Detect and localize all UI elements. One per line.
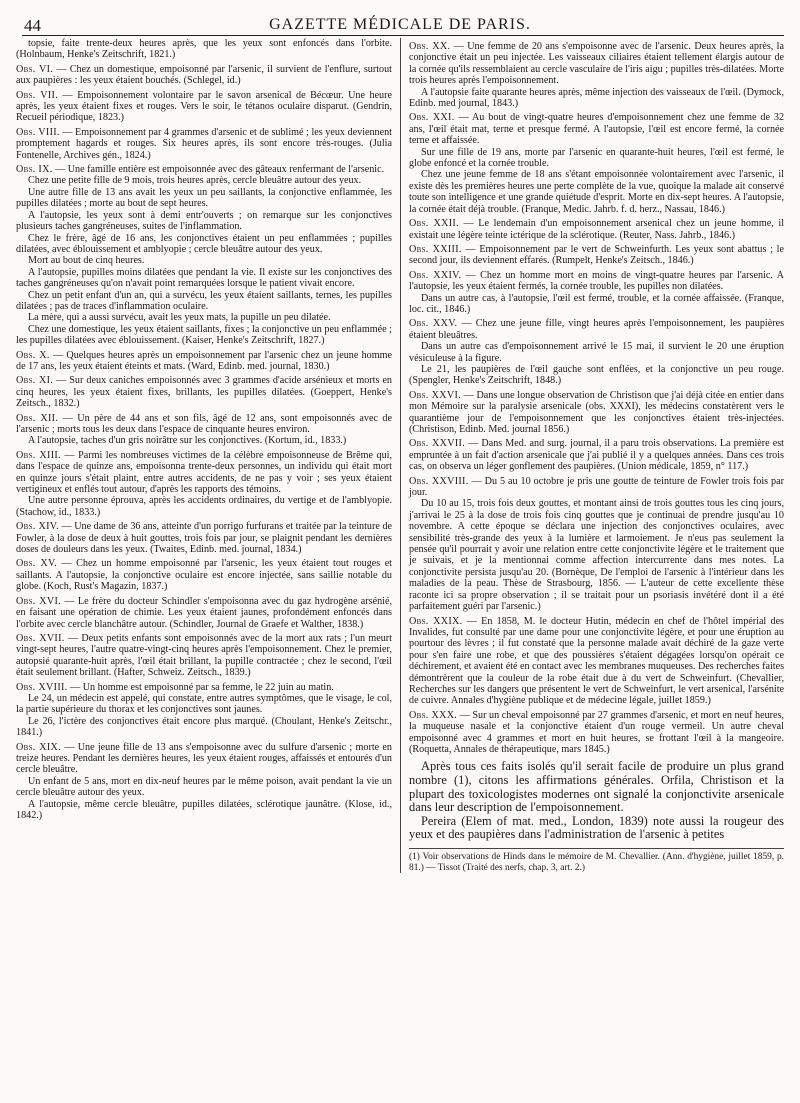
page-header [16,10,784,36]
text-paragraph [409,147,784,170]
text-paragraph [409,169,784,215]
observation-paragraph [16,596,392,630]
observation-label: Obs. XIII. [16,449,61,461]
paragraph-text: — Une jeune fille de 13 ans s'empoisonne avec du sulfure d'arsenic ; morte en treize heures. Pendant les dernières heures, les yeux étaient rouges, affaissés et entourés d'un cercle bleuâtre. [16,741,392,776]
footnote-rule [409,848,784,849]
text-paragraph [16,435,392,446]
paragraph-text: — Un homme est empoisonné par sa femme, le 22 juin au matin. [67,681,334,693]
paragraph-text: Chez une jeune femme de 18 ans s'étant empoisonnée volontairement avec l'arsenic, il existe dès les premières heures une perte complète de la vue, quoique la malade ait conservé toute son intelligence et une grande quiétude d'esprit. Morte en dix-sept heures. A l'autopsie, la cornée était déjà trouble. (Franque, Medic. Jahrb. f. d. herz., Nassau, 1846.) [409,169,784,215]
observation-label: Obs. XII. [16,412,59,424]
paragraph-text: Chez un petit enfant d'un an, qui a survécu, les yeux étaient saillants, ternes, les pupilles dilatées ; pas de traces d'inflammation oculaire. [16,289,392,312]
observation-label: Obs. XXVII. [409,438,466,450]
paragraph-text: A l'autopsie faite quarante heures après, même injection des vaisseaux de l'œil. (Dymock, Edinb. med journal, 1843.) [409,86,784,110]
observation-paragraph [16,558,392,592]
observation-paragraph [16,350,392,373]
observation-label: Obs. XXIX. [409,615,463,627]
footnote: (1) Voir observations de Hinds dans le mémoire de M. Chevallier. (Ann. d'hygiène, juillet 1859, p. 81.) — Tissot (Traité des nerfs, chap. 3, art. 2.) [409,851,784,873]
observation-paragraph [409,218,784,241]
observation-paragraph [409,390,784,436]
text-paragraph [16,312,392,323]
text-paragraph [16,233,392,256]
page-number: 44 [24,16,41,35]
observation-paragraph [409,616,784,707]
paragraph-text: — Chez une jeune fille, vingt heures après l'empoisonnement, les paupières étaient bleuâtres. [409,318,785,341]
paragraph-text: La mère, qui a aussi survécu, avait les yeux mats, la pupille un peu dilatée. [28,312,331,324]
observation-paragraph [16,64,392,87]
paragraph-text: Le 26, l'ictère des conjonctives était encore plus marqué. (Choulant, Henke's Zeitschr., 1841.) [16,715,392,739]
observation-label: Obs. XVIII. [16,681,68,693]
paragraph-text: — Sur un cheval empoisonné par 27 grammes d'arsenic, et mort en neuf heures, la muqueuse nasale et la conjonctive étaient d'un rouge vermeil. Un autre cheval empoisonné avec 4 grammes et mort en huit heures, se frottant l'œil à la mangeoire. (Roquetta, Annales de thérapeutique, mars 1845.) [409,709,784,755]
observation-paragraph [16,742,392,776]
paragraph-text: Le 24, un médecin est appelé, qui constate, entre autres symptômes, que le visage, le col, la partie supérieure du thorax et les conjonctives sont jaunes. [16,692,392,716]
observation-paragraph [16,521,392,555]
right-observations [409,41,784,755]
paragraph-text: — Un père de 44 ans et son fils, âgé de 12 ans, sont empoisonnés avec de l'arsenic ; morts tous les deux dans l'espace de cinquante heures environ. [16,412,392,435]
text-paragraph [16,267,392,290]
paragraph-text: — Deux petits enfants sont empoisonnés avec de la mort aux rats ; l'un meurt vingt-sept heures, l'autre quatre-vingt-cinq heures après l'empoisonnement. Chez le premier, autopsié quarante-huit après, l'œil était brillant, la pupille contractée ; chez le second, l'œil était seulement brillant. (Hafter, Schweiz. Zeitsch., 1839.) [16,632,392,679]
observation-label: Obs. XXI. [409,112,455,124]
text-paragraph [16,210,392,233]
observation-paragraph [16,127,392,161]
text-paragraph [16,175,392,186]
observation-label: Obs. XV. [16,558,58,570]
paragraph-text: — Une famille entière est empoisonnée avec des gâteaux renfermant de l'arsenic. [52,164,385,176]
observation-label: Obs. XXVI. [409,389,461,401]
paragraph-text: — Dans Med. and surg. journal, il a paru trois observations. La première est empruntée à un fait d'action arsenicale que j'ai publié il y a quelques années. Dans ces trois cas, on observa un léger gonflement des paupières. (Union médicale, 1859, n° 117.) [409,438,784,473]
observation-paragraph [409,318,784,341]
text-paragraph [16,187,392,210]
columns [16,38,784,873]
paragraph-text: — Empoisonnement par 4 grammes d'arsenic et de sublimé ; les yeux deviennent promptement hagards et rouges. Six heures après, ils sont encore très-rouges. (Julia Fontenelle, Archives gén., 1824.) [16,126,392,161]
text-paragraph [409,341,784,364]
paragraph-text: Chez une domestique, les yeux étaient saillants, fixes ; la conjonctive un peu enflammée ; les pupilles dilatées avec éblouissement. (Kaiser, Henke's Zeitschrift, 1827.) [16,323,392,347]
paragraph-text: — Chez un homme empoisonné par l'arsenic, les yeux étaient tout rouges et saillants. A l'autopsie, la conjonctive oculaire est encore injectée, sans saillie notable du globe. (Koch, Rust's Magazin, 1837.) [16,558,392,593]
text-paragraph [16,324,392,347]
observation-paragraph [16,90,392,124]
paragraph-text: Du 10 au 15, trois fois deux gouttes, et montant ainsi de trois gouttes tous les cinq jours, j'arrivai le 25 à la dose de trois fois cinq gouttes que je continuai de prendre jusqu'au 10 novembre. A cette époque se déclara une injection des conjonctives oculaires, avec sensibilité très-grande des yeux à la lumière et larmoiement. Je n'eus pas seulement la pensée qu'il pourrait y avoir une relation entre cette conjonctivite légère et le traitement que je suivais, et je la mentionnai comme affection intercurrente dans mes notes. La conjonctivite persista jusqu'au 20. (Bornèque, De l'emploi de l'arsenic à l'intérieur dans les maladies de la peau. Thèse de Strasbourg, 1856. — L'auteur de cette excellente thèse raconte ici sa propre observation ; il se traitait pour un psoriasis invétéré dont il a été parfaitement guéri par l'arsenic.) [409,498,784,613]
paragraph-text: — Du 5 au 10 octobre je pris une goutte de teinture de Fowler trois fois par jour. [409,475,784,499]
observation-paragraph [409,41,784,87]
paragraph-text: Chez le frère, âgé de 16 ans, les conjonctives étaient un peu enflammées ; pupilles dilatées, avec éblouissement et amblyopie ; cercle bleuâtre autour des yeux. [16,232,392,255]
paragraph-text: — Quelques heures après un empoisonnement par l'arsenic chez un jeune homme de 17 ans, les yeux étaient éteints et mats. (Ward, Edinb. med. journal, 1830.) [16,349,392,372]
text-paragraph [409,364,784,387]
paragraph-text: — Empoisonnement par le vert de Schweinfurth. Les yeux sont abattus ; le second jour, ils deviennent effarés. (Rumpelt, Henke's Zeitsch., 1846.) [409,243,784,267]
observation-label: Obs. VI. [16,63,54,75]
paragraph-text: — Parmi les nombreuses victimes de la célèbre empoisonneuse de Brême qui, dans l'espace de quinze ans, empoisonna trente-deux personnes, un individu qui était mort en quinze jours s'était plaint, entre autres accidents, de ne pas y voir ; ses yeux étaient vertigineux et enflés tout autour, d'après les rapports des témoins. [16,449,392,496]
text-paragraph [16,495,392,518]
text-paragraph [16,290,392,313]
observation-label: Obs. XI. [16,375,54,387]
observation-label: Obs. XXIV. [409,269,462,281]
observation-label: Obs. XVII. [16,632,65,644]
observation-label: Obs. XIX. [16,741,61,753]
paragraph-text: — Sur deux caniches empoisonnés avec 3 grammes d'acide arsénieux et morts en cinq heures, les yeux étaient fixes, brillants, les pupilles dilatées. (Goeppert, Henke's Zeitsch., 1832.) [16,375,392,410]
observation-label: Obs. XIV. [16,521,59,533]
observation-label: Obs. XX. [409,41,451,52]
paragraph-text: topsie, faite trente-deux heures après, que les yeux sont enfoncés dans l'orbite. (Holnbaum, Henke's Zeitschrift, 1821.) [16,38,392,61]
paragraph-text: — Une dame de 36 ans, atteinte d'un porrigo furfurans et traitée par la teinture de Fowler, à la dose de deux à huit gouttes, trois fois par jour, se plaignit pendant les dernières doses de douleurs dans les yeux. (Twaites, Edinb. med. journal, 1834.) [16,521,393,556]
paragraph-text: Sur une fille de 19 ans, morte par l'arsenic en quarante-huit heures, l'œil est fermé, le globe enfoncé et la cornée trouble. [409,146,784,170]
observation-paragraph [409,112,784,146]
observation-label: Obs. XXVIII. [409,475,469,487]
text-paragraph [409,498,784,612]
paragraph-text: Dans un autre cas, à l'autopsie, l'œil est fermé, trouble, et la cornée affaissée. (Franque, loc. cit., 1846.) [409,292,784,315]
observation-label: Obs. XXII. [409,218,459,230]
observation-paragraph [409,438,784,472]
paragraph-text: — Une femme de 20 ans s'empoisonne avec de l'arsenic. Deux heures après, la conjonctive était un peu injectée. Les vaisseaux ciliaires étaient tellement élargis autour de la cornée qu'ils ressemblaient au cercle vasculaire de l'iris aigu ; pupilles très-dilatées. Morte trois heures après l'empoisonnement. [409,41,784,87]
text-paragraph [16,38,392,61]
text-paragraph [16,255,392,266]
text-paragraph [409,87,784,110]
observation-label: Obs. X. [16,349,50,361]
right-column [400,38,784,873]
closing-paragraph: Pereira (Elem of mat. med., London, 1839) note aussi la rougeur des yeux et des paupières dans l'administration de l'arsenic à petites [409,813,784,842]
observation-label: Obs. VIII. [16,126,60,138]
observation-label: Obs. XVI. [16,595,62,607]
observation-paragraph [16,164,392,175]
paragraph-text: — Le frère du docteur Schindler s'empoisonna avec du gaz hydrogène arsénié, en faisant une opération de chimie. Les yeux étaient jaunes, profondément enfoncés dans l'orbite avec cercle blanchâtre autour. (Schindler, Journal de Graefe et Walther, 1838.) [16,595,393,630]
paragraph-text: A l'autopsie, les yeux sont à demi entr'ouverts ; on remarque sur les conjonctives plusieurs taches gangréneuses, suites de l'inflammation. [16,209,392,233]
observation-label: Obs. XXX. [409,709,458,721]
observation-label: Obs. VII. [16,89,59,101]
text-paragraph [16,799,392,822]
observation-paragraph [16,633,392,679]
observation-paragraph [409,710,784,756]
observation-paragraph [16,450,392,496]
observation-label: Obs. IX. [16,164,53,176]
running-title: GAZETTE MÉDICALE DE PARIS. [269,16,531,33]
text-paragraph [409,293,784,316]
observation-paragraph [409,476,784,499]
paragraph-text: Mort au bout de cinq heures. [28,255,145,267]
text-paragraph [16,776,392,799]
observation-label: Obs. XXV. [409,318,458,330]
observation-paragraph [409,270,784,293]
paragraph-text: A l'autopsie, taches d'un gris noirâtre sur les conjonctives. (Kortum, id., 1833.) [28,435,347,447]
paragraph-text: — En 1858, M. le docteur Hutin, médecin en chef de l'hôtel impérial des Invalides, fut consulté par une dame pour une conjonctivite légère, et pour une éruption au pourtour des lèvres ; il fut constaté que la personne malade avait déchiré de la gaze verte pour s'en faire une robe, et que des poussières s'étaient dégagées lorsqu'on opérait ce déchirement, et avaient été en contact avec les membranes muqueuses. Des recherches faites démontrèrent que la couleur de la robe était due à du vert de Schweinfurt. (Chevallier, Recherches sur les dangers que présentent le vert de Schweinfurt, le vert arsenical, l'arsénite de cuivre. Annales d'hygiène publique et de médecine légale, juillet 1859.) [409,615,785,707]
paragraph-text: — Le lendemain d'un empoisonnement arsenical chez un jeune homme, il existait une légère teinte ictérique de la sclérotique. (Reuter, Nass. Jahrb., 1846.) [409,218,785,241]
paragraph-text: — Au bout de vingt-quatre heures d'empoisonnement chez une femme de 32 ans, l'œil était mat, terne et presque fermé. A l'autopsie, l'œil est encore fermé, la cornée terne et affaissée. [409,112,785,147]
observation-paragraph [16,682,392,693]
text-paragraph [16,716,392,739]
paragraph-text: Le 21, les paupières de l'œil gauche sont enflées, et la conjonctive un peu rouge. (Spengler, Henke's Zeitschrift, 1848.) [409,363,784,387]
paragraph-text: Dans un autre cas d'empoisonnement arrivé le 15 mai, il survient le 20 une éruption vésiculeuse à la figure. [409,341,784,364]
observation-paragraph [16,413,392,436]
paragraph-text: A l'autopsie, même cercle bleuâtre, pupilles dilatées, sclérotique jaunâtre. (Klose, id., 1842.) [16,798,392,821]
paragraph-text: Une autre fille de 13 ans avait les yeux un peu saillants, la conjonctive enflammée, les pupilles dilatées ; morte au bout de sept heures. [16,186,392,210]
paragraph-text: Un enfant de 5 ans, mort en dix-neuf heures par le même poison, avait pendant la vie un cercle bleuâtre autour des yeux. [16,775,392,799]
observation-paragraph [409,244,784,267]
closing-paragraph: Après tous ces faits isolés qu'il serait facile de produire un plus grand nombre (1), citons les affirmations générales. Orfila, Christison et la plupart des toxicologistes modernes ont signalé la conjonctivite arsenicale dans leur description de l'empoisonnement. [409,759,784,815]
paragraph-text: A l'autopsie, pupilles moins dilatées que pendant la vie. Il existe sur les conjonctives des taches gangréneuses qu'on n'avait point remarquées lorsque le patient vivait encore. [16,266,392,290]
text-paragraph [16,693,392,716]
paragraph-text: — Empoisonnement volontaire par le savon arsenical de Bécœur. Une heure après, les yeux étaient fixes et rouges. Vers le soir, le tétanos oculaire disparut. (Gendrin, Recueil périodique, 1823.) [16,89,392,124]
paragraph-text: — Chez un homme mort en moins de vingt-quatre heures par l'arsenic. A l'autopsie, les yeux étaient fermés, la cornée trouble, les pupilles non dilatées. [409,269,784,293]
observation-paragraph [16,375,392,409]
observation-label: Obs. XXIII. [409,243,462,255]
paragraph-text: Chez une petite fille de 9 mois, trois heures après, cercle bleuâtre autour des yeux. [28,175,362,187]
header-rule [22,35,784,36]
left-column [16,38,400,873]
paragraph-text: — Dans une longue observation de Christison que j'ai déjà citée en entier dans mon Mémoire sur la paralysie arsenicale (obs. XXXI), les médecins constatèrent vers le quarantième jour de l'empoisonnement que les conjonctives étaient très-injectées. (Christison, Edinb. Med. journal 1856.) [409,389,784,435]
paragraph-text: — Chez un domestique, empoisonné par l'arsenic, il survient de l'enflure, surtout aux paupières : les yeux étaient bouchés. (Schlegel, id.) [16,63,392,87]
paragraph-text: Une autre personne éprouva, après les accidents ordinaires, du vertige et de l'amblyopie. (Stachow, id., 1833.) [16,495,392,518]
